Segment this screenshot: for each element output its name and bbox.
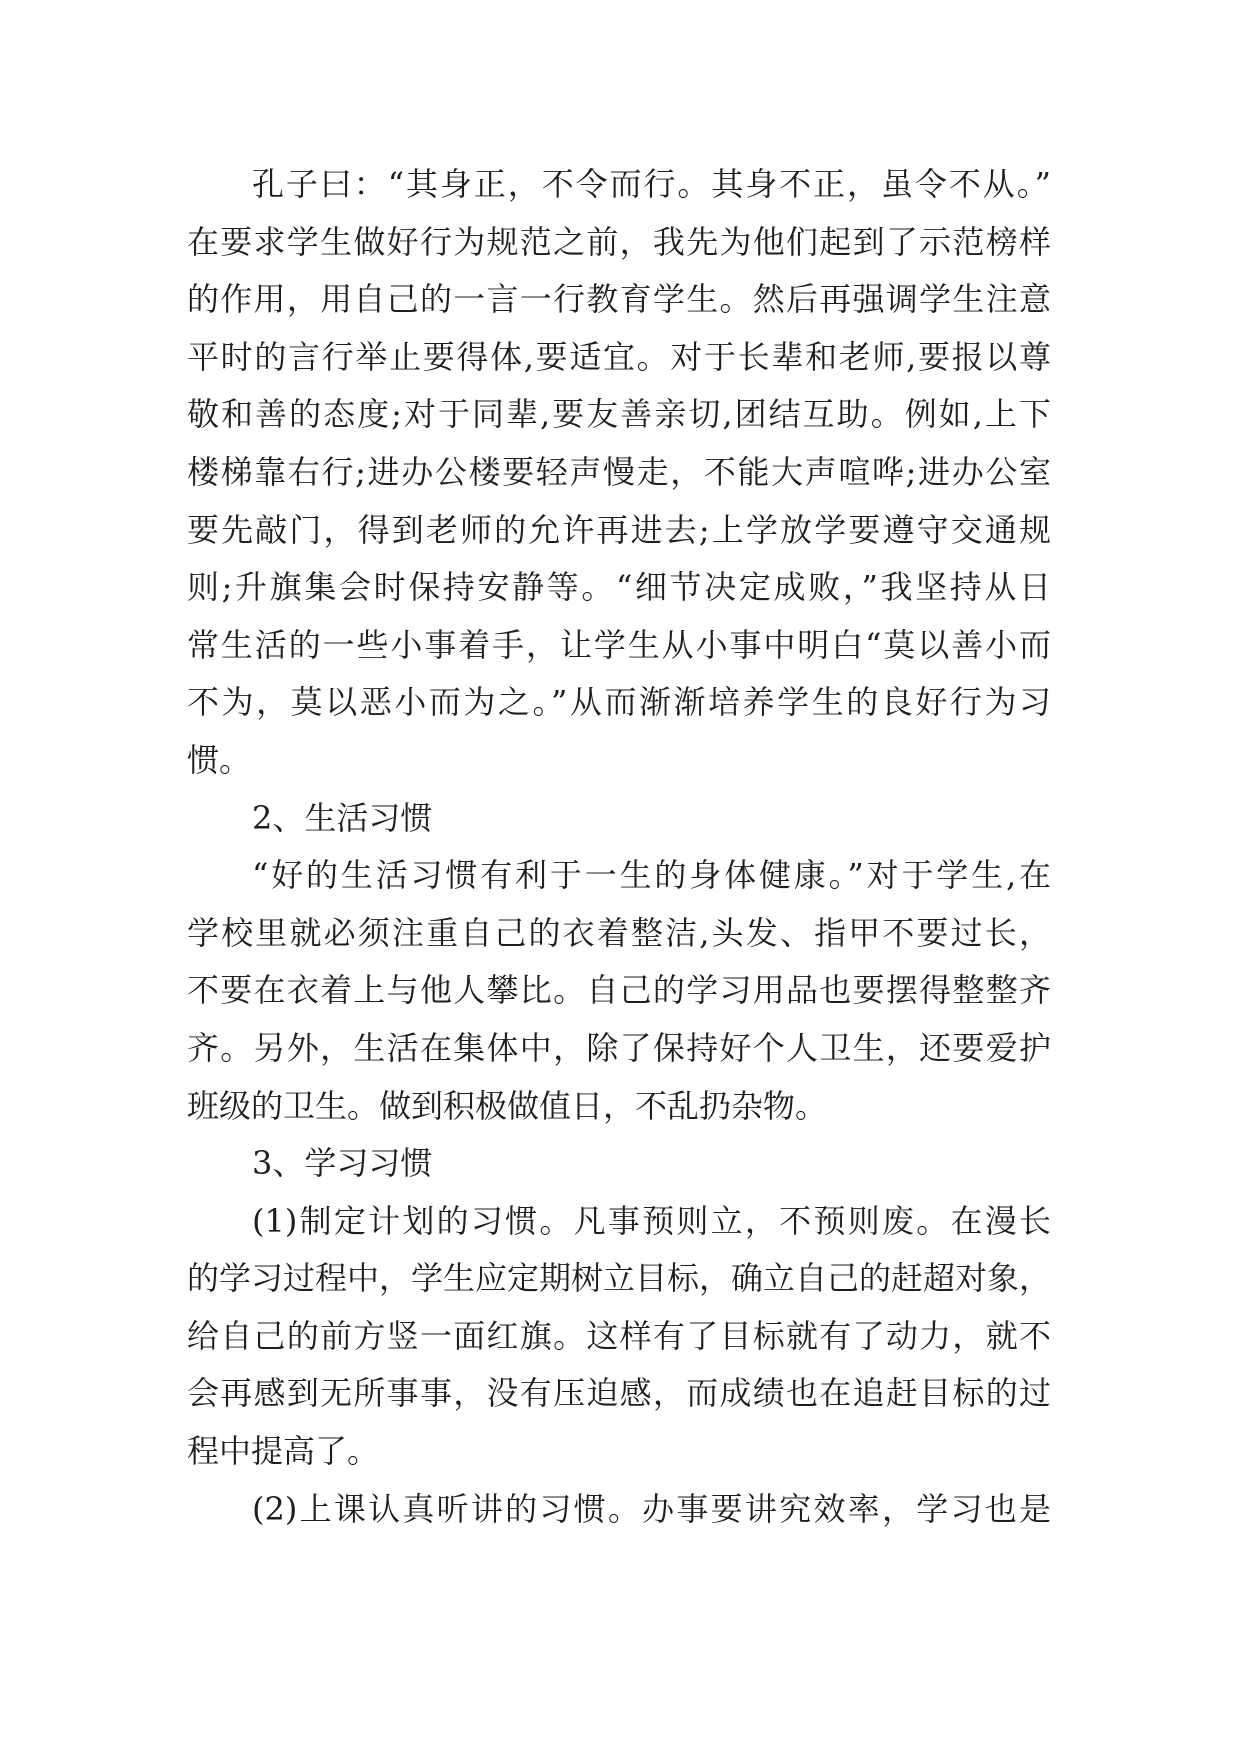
paragraph-planning-habit — [187, 1193, 1051, 1481]
paragraph-living-habits — [187, 847, 1051, 1135]
text-line: 要先敲门，得到老师的允许再进去;上学放学要遵守交通规 — [187, 510, 1051, 549]
text-line: 学校里就必须注重自己的衣着整洁,头发、指甲不要过长， — [187, 913, 1051, 952]
text-line: 常生活的一些小事着手，让学生从小事中明白“莫以善小而 — [187, 625, 1051, 664]
paragraph-role-model — [187, 156, 1051, 790]
text-line: 不为，莫以恶小而为之。”从而渐渐培养学生的良好行为习 — [187, 683, 1051, 722]
text-line: (1)制定计划的习惯。凡事预则立，不预则废。在漫长 — [252, 1201, 1051, 1240]
text-line: 齐。另外，生活在集体中，除了保持好个人卫生，还要爱护 — [187, 1028, 1051, 1067]
text-line: 楼梯靠右行;进办公楼要轻声慢走，不能大声喧哗;进办公室 — [187, 452, 1051, 491]
paragraph-listening-habit — [187, 1481, 1051, 1539]
text-line: 不要在衣着上与他人攀比。自己的学习用品也要摆得整整齐 — [187, 971, 1051, 1010]
text-line: 班级的卫生。做到积极做值日，不乱扔杂物。 — [187, 1086, 828, 1125]
section-heading-living-habits — [187, 790, 1051, 848]
text-line: 则;升旗集会时保持安静等。“细节决定成败，”我坚持从日 — [187, 568, 1051, 607]
text-line: 的作用，用自己的一言一行教育学生。然后再强调学生注意 — [187, 280, 1051, 319]
text-line: 惯。 — [187, 740, 252, 779]
text-line: 会再感到无所事事，没有压迫感，而成绩也在追赶目标的过 — [187, 1374, 1051, 1413]
text-line: 在要求学生做好行为规范之前，我先为他们起到了示范榜样 — [187, 222, 1051, 261]
heading-line: 2、生活习惯 — [252, 798, 433, 837]
text-line: “好的生活习惯有利于一生的身体健康。”对于学生,在 — [252, 856, 1051, 895]
document-body — [187, 156, 1051, 1538]
heading-line: 3、学习习惯 — [252, 1144, 433, 1183]
text-line: 给自己的前方竖一面红旗。这样有了目标就有了动力，就不 — [187, 1316, 1051, 1355]
text-line: (2)上课认真听讲的习惯。办事要讲究效率，学习也是 — [252, 1489, 1051, 1528]
text-line: 孔子曰：“其身正，不令而行。其身不正，虽令不从。” — [252, 165, 1051, 203]
text-line: 的学习过程中，学生应定期树立目标，确立自己的赶超对象， — [187, 1259, 1052, 1298]
section-heading-study-habits — [187, 1135, 1051, 1193]
text-line: 程中提高了。 — [187, 1432, 380, 1471]
text-line: 平时的言行举止要得体,要适宜。对于长辈和老师,要报以尊 — [187, 337, 1051, 376]
text-line: 敬和善的态度;对于同辈,要友善亲切,团结互助。例如,上下 — [187, 395, 1051, 434]
